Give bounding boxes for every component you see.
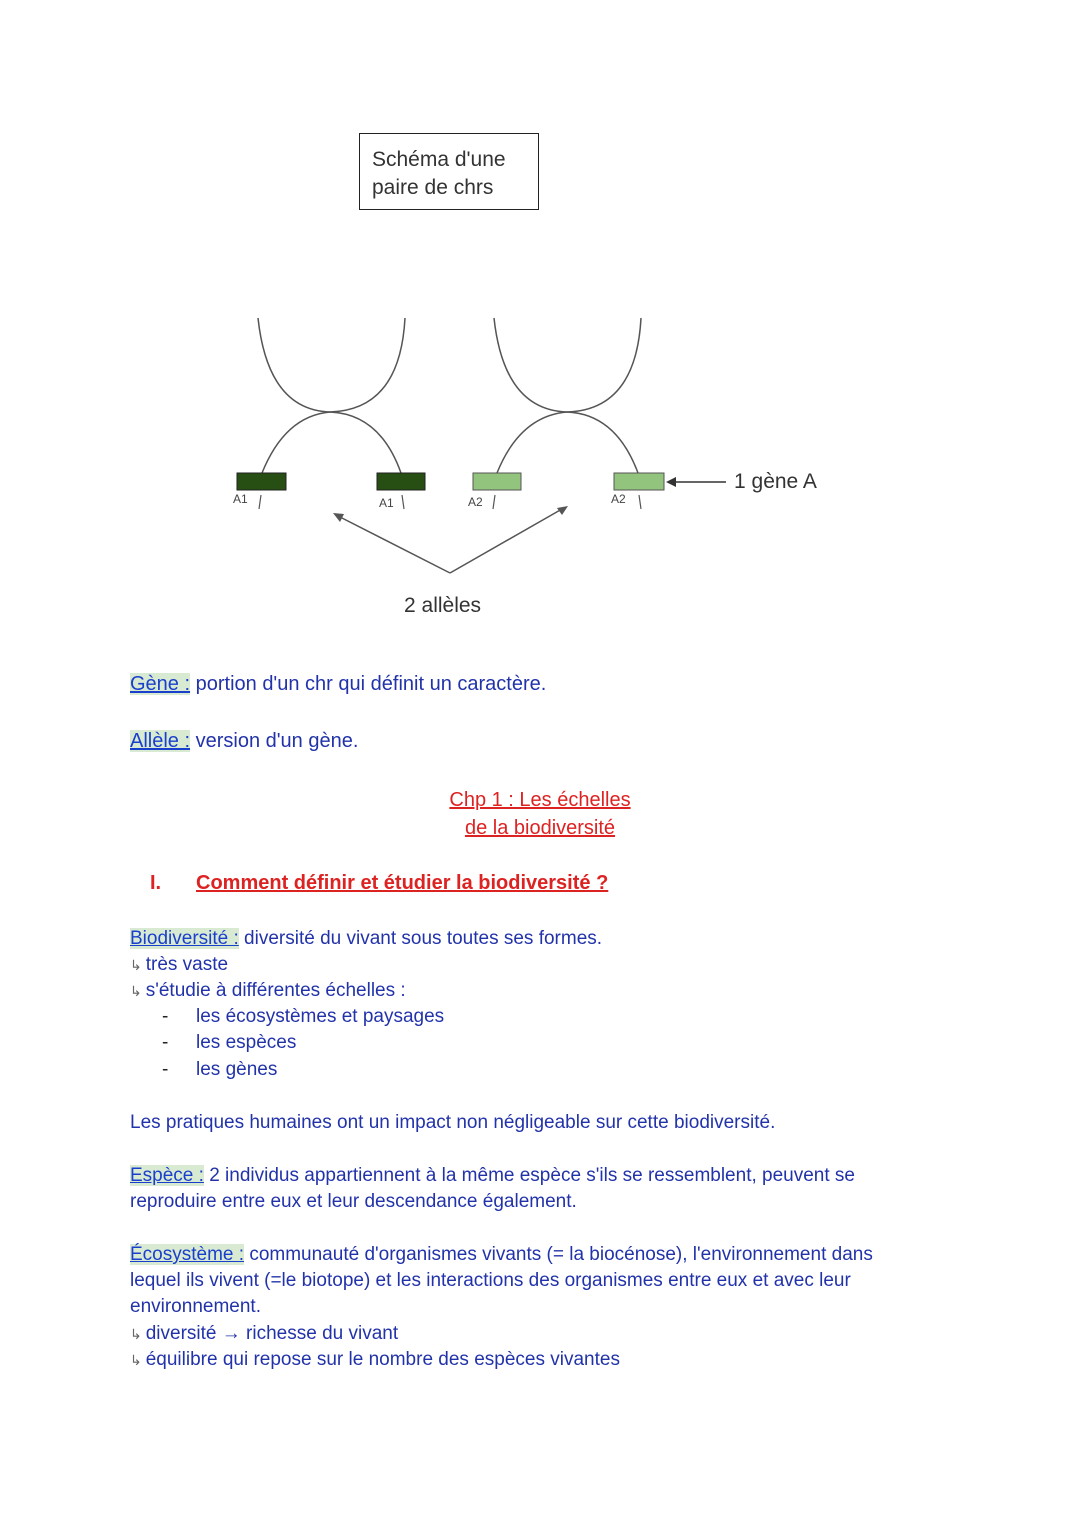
chapter-title (430, 786, 650, 842)
biodiversity-definition (130, 926, 602, 953)
allele-text: version d'un gène. (190, 730, 359, 752)
allele-arrow-left (340, 517, 450, 573)
allele-block-a1-right (377, 473, 425, 490)
ecosystem-point-2-text: équilibre qui repose sur le nombre des espèces vivantes (145, 1349, 620, 1370)
chromosome-1-lower-arc (262, 412, 401, 473)
sub-arrow-icon: ↳ (130, 957, 142, 973)
scale-item-text-1: les écosystèmes et paysages (196, 1006, 445, 1027)
caption-line-1: Schéma d'une (372, 148, 506, 171)
list-dash: - (162, 1059, 169, 1080)
allele-label-2: A1 (379, 496, 394, 510)
scale-item-text-3: les gènes (196, 1059, 278, 1080)
ecosystem-definition-line-1 (130, 1242, 873, 1269)
sub-arrow-icon: ↳ (130, 983, 142, 999)
allele-definition (130, 728, 358, 754)
list-dash: - (162, 1032, 169, 1053)
gene-text: portion d'un chr qui définit un caractère. (190, 673, 547, 695)
section-heading (150, 872, 608, 895)
scale-item-text-2: les espèces (196, 1032, 297, 1053)
chromosome-pair-diagram (0, 300, 1080, 600)
biodiversity-term: Biodiversité : (130, 928, 239, 949)
biodiversity-point-1 (130, 952, 228, 979)
section-number: I. (150, 872, 162, 894)
alleles-label: 2 allèles (404, 594, 482, 617)
species-definition-line-1 (130, 1163, 855, 1190)
gene-term: Gène : (130, 673, 191, 695)
species-text-line-1: 2 individus appartiennent à la même espèce s'ils se ressemblent, peuvent se (203, 1165, 855, 1186)
gene-definition (130, 671, 546, 697)
scale-list-item-2 (162, 1032, 296, 1054)
gene-pointer-arrowhead (666, 477, 676, 487)
sub-arrow-icon: ↳ (130, 1326, 142, 1342)
ecosystem-point-1 (130, 1321, 398, 1348)
chromosome-2-lower-arc (497, 412, 638, 473)
chromosome-2-upper-arc (494, 318, 641, 412)
chapter-title-line-1: Chp 1 : Les échelles (449, 789, 631, 811)
sub-arrow-icon: ↳ (130, 1352, 142, 1368)
scale-list-item-3 (162, 1059, 277, 1081)
chapter-title-line-2: de la biodiversité (464, 817, 616, 839)
allele-term: Allèle : (130, 730, 191, 752)
allele-block-a1-left (237, 473, 286, 490)
list-dash: - (162, 1006, 169, 1027)
ecosystem-point-1-text: diversité → richesse du vivant (145, 1323, 399, 1344)
biodiversity-point-2 (130, 978, 406, 1005)
allele-label-4: A2 (611, 492, 626, 506)
chromosome-1-upper-arc (258, 318, 405, 412)
biodiversity-point-2-text: s'étudie à différentes échelles : (145, 980, 406, 1001)
allele-label-3: A2 (468, 495, 483, 509)
diagram-caption-box (359, 133, 539, 210)
allele-block-a2-right (614, 473, 664, 490)
allele-label-1: A1 (233, 492, 248, 506)
scale-list-item-1 (162, 1006, 444, 1028)
ecosystem-point-2 (130, 1347, 620, 1374)
gene-label: 1 gène A (734, 470, 817, 493)
allele-block-a2-left (473, 473, 521, 490)
species-term: Espèce : (130, 1165, 204, 1186)
allele-arrow-right (450, 509, 562, 573)
ecosystem-term: Écosystème : (130, 1244, 245, 1265)
caption-line-2: paire de chrs (372, 176, 494, 199)
impact-sentence: Les pratiques humaines ont un impact non négligeable sur cette biodiversité. (130, 1112, 776, 1133)
section-title: Comment définir et étudier la biodiversité ? (196, 872, 609, 894)
biodiversity-text: diversité du vivant sous toutes ses formes. (238, 928, 603, 949)
ecosystem-definition-line-2: lequel ils vivent (=le biotope) et les interactions des organismes entre eux et avec leur (130, 1270, 851, 1291)
ecosystem-text-line-1: communauté d'organismes vivants (= la biocénose), l'environnement dans (244, 1244, 873, 1265)
ecosystem-definition-line-3: environnement. (130, 1296, 261, 1317)
biodiversity-point-1-text: très vaste (145, 954, 229, 975)
species-definition-line-2: reproduire entre eux et leur descendance également. (130, 1191, 577, 1212)
